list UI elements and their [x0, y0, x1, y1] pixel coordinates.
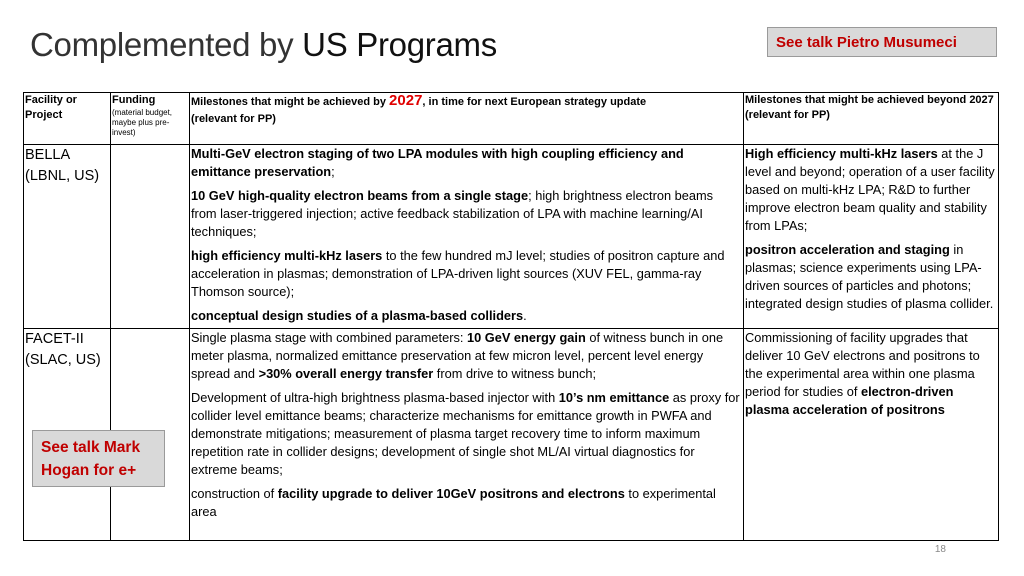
callout-see-talk-musumeci: See talk Pietro Musumeci: [767, 27, 997, 57]
header-milestones-sub: (relevant for PP): [191, 113, 276, 125]
milestones-cell: [190, 329, 744, 541]
milestone-text: construction of: [191, 486, 278, 501]
beyond-text: at the J level and beyond; operation of a user facility based on multi-kHz LPA; R&D to further improve electron beam quality and stability from LPAs;: [745, 146, 995, 233]
page-number: 18: [934, 544, 946, 555]
header-facility: Facility or Project: [24, 93, 111, 145]
beyond-item: [745, 329, 997, 419]
milestone-item: [191, 329, 742, 383]
milestone-text: Development of ultra-high brightness plasma-based injector with: [191, 390, 559, 405]
milestone-item: [191, 307, 742, 325]
milestone-text: as proxy for collider level emittance beams; characterize mechanisms for emittance growth in PWFA and demonstrate mitigations; measurement of plasma target recovery time to inform maximum repetition rate in collider designs; development of single shot ML/AI virtual diagnostics for extreme beams;: [191, 390, 740, 477]
beyond-item: [745, 145, 997, 235]
header-milestones-pre: Milestones that might be achieved by: [191, 96, 390, 108]
header-funding-note: (material budget, maybe plus pre-invest): [112, 108, 173, 137]
milestone-text: of witness bunch in one meter plasma, normalized emittance preservation at few micron level, percent level energy spread and: [191, 330, 724, 381]
beyond-text: in plasmas; science experiments using LPA-driven sources of particles and photons; integrated design studies of plasma collider.: [745, 242, 994, 311]
beyond-bold: High efficiency multi-kHz lasers: [745, 146, 938, 161]
milestone-item: [191, 187, 742, 241]
milestone-item: [191, 247, 742, 301]
callout-see-talk-hogan: See talk Mark Hogan for e+: [32, 430, 165, 487]
milestone-text: to the few hundred mJ level; studies of positron capture and acceleration in plasmas; demonstration of LPA-driven light sources (XUV FEL, gamma-ray Thomson source);: [191, 248, 725, 299]
milestone-bold: 10’s nm emittance: [558, 390, 670, 405]
title-emphasis: US Programs: [302, 26, 497, 63]
header-beyond: Milestones that might be achieved beyond 2027 (relevant for PP): [744, 93, 999, 145]
table-row: [24, 145, 999, 329]
beyond-item: [745, 241, 997, 313]
milestone-item: [191, 389, 742, 479]
beyond-cell: [744, 329, 999, 541]
table-header-row: [24, 93, 999, 145]
milestone-bold: 10 GeV energy gain: [466, 330, 586, 345]
milestone-item: [191, 145, 742, 181]
milestone-item: [191, 485, 742, 521]
milestone-bold: facility upgrade to deliver 10GeV positrons and electrons: [277, 486, 625, 501]
milestones-cell: [190, 145, 744, 329]
table-row: [24, 329, 999, 541]
facility-cell: FACET-II (SLAC, US): [24, 329, 111, 541]
milestone-text: to experimental area: [191, 486, 716, 519]
milestone-bold: Multi-GeV electron staging of two LPA modules with high coupling efficiency and emittance preservation: [191, 146, 684, 179]
header-milestones-post: , in time for next European strategy update: [422, 96, 647, 108]
header-funding: [111, 93, 190, 145]
milestone-bold: 10 GeV high-quality electron beams from a single stage: [191, 188, 529, 203]
milestone-text: ; high brightness electron beams from laser-triggered injection; active feedback stabilization of LPA with machine learning/AI techniques;: [191, 188, 714, 239]
header-milestones: [190, 93, 744, 145]
milestone-text: from drive to witness bunch;: [433, 366, 597, 381]
beyond-bold: electron-driven plasma acceleration of positrons: [745, 384, 954, 417]
page-title: [30, 26, 497, 64]
milestone-bold: >30% overall energy transfer: [258, 366, 434, 381]
milestone-bold: high efficiency multi-kHz lasers: [191, 248, 383, 263]
header-funding-label: Funding: [112, 94, 156, 106]
milestone-text: .: [523, 308, 527, 323]
title-plain: Complemented by: [30, 26, 303, 63]
milestones-table: [23, 92, 999, 541]
beyond-cell: [744, 145, 999, 329]
milestone-bold: conceptual design studies of a plasma-based colliders: [191, 308, 524, 323]
milestone-text: Single plasma stage with combined parameters:: [191, 330, 467, 345]
header-milestones-year: 2027: [389, 92, 423, 109]
funding-cell: [111, 145, 190, 329]
facility-cell: BELLA (LBNL, US): [24, 145, 111, 329]
milestone-text: ;: [331, 164, 335, 179]
beyond-bold: positron acceleration and staging: [745, 242, 950, 257]
beyond-text: Commissioning of facility upgrades that deliver 10 GeV electrons and positrons to the experimental area within one plasma period for studies of: [745, 330, 980, 399]
